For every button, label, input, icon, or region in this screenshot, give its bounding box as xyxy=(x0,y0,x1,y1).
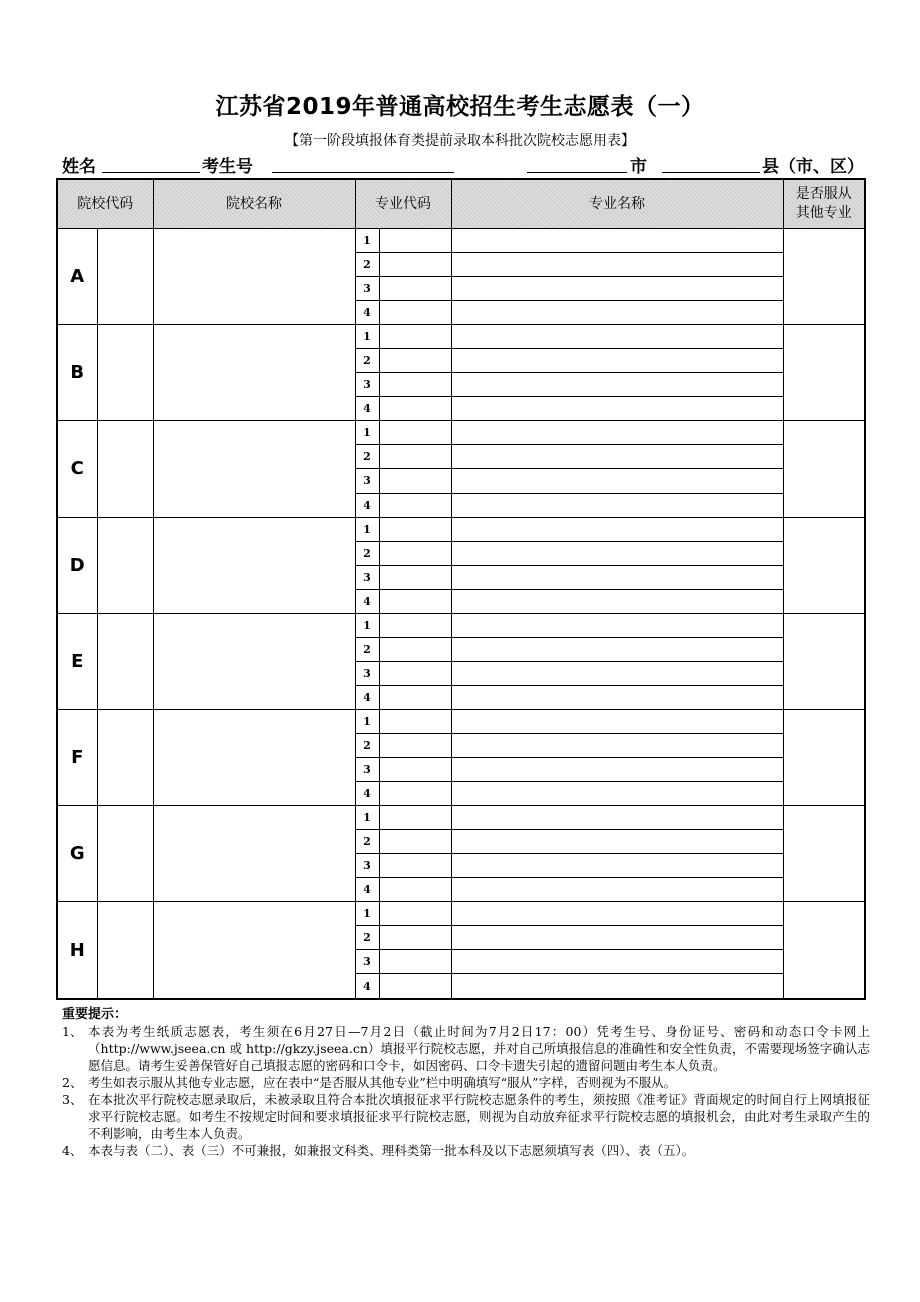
major-name-cell[interactable] xyxy=(451,493,783,517)
table-row xyxy=(57,517,865,541)
group-letter: F xyxy=(57,709,97,805)
note-item-2 xyxy=(62,1074,870,1091)
obey-other-majors-cell[interactable] xyxy=(783,613,865,709)
school-name-cell[interactable] xyxy=(153,902,355,999)
major-name-cell[interactable] xyxy=(451,902,783,926)
school-code-cell[interactable] xyxy=(97,613,153,709)
table-row xyxy=(57,613,865,637)
obey-other-majors-cell[interactable] xyxy=(783,517,865,613)
major-name-cell[interactable] xyxy=(451,950,783,974)
table-row xyxy=(57,421,865,445)
major-row-number: 3 xyxy=(355,469,379,493)
school-code-cell[interactable] xyxy=(97,709,153,805)
major-row-number: 1 xyxy=(355,325,379,349)
school-name-cell[interactable] xyxy=(153,421,355,517)
major-code-cell[interactable] xyxy=(379,541,451,565)
major-row-number: 1 xyxy=(355,709,379,733)
major-name-cell[interactable] xyxy=(451,421,783,445)
group-letter: A xyxy=(57,229,97,325)
major-row-number: 4 xyxy=(355,974,379,999)
major-name-cell[interactable] xyxy=(451,685,783,709)
major-code-cell[interactable] xyxy=(379,277,451,301)
major-row-number: 3 xyxy=(355,661,379,685)
table-header-row xyxy=(57,179,865,229)
major-name-cell[interactable] xyxy=(451,854,783,878)
application-table xyxy=(56,178,866,1000)
group-letter: C xyxy=(57,421,97,517)
major-row-number: 4 xyxy=(355,493,379,517)
major-name-cell[interactable] xyxy=(451,517,783,541)
header-obey-other-majors xyxy=(783,179,865,229)
group-letter: G xyxy=(57,806,97,902)
school-name-cell[interactable] xyxy=(153,613,355,709)
group-letter: E xyxy=(57,613,97,709)
major-row-number: 3 xyxy=(355,854,379,878)
major-name-cell[interactable] xyxy=(451,541,783,565)
table-body xyxy=(57,229,865,1000)
major-code-cell[interactable] xyxy=(379,974,451,999)
major-code-cell[interactable] xyxy=(379,637,451,661)
table-row xyxy=(57,325,865,349)
name-label: 姓名 xyxy=(62,157,96,177)
major-name-cell[interactable] xyxy=(451,325,783,349)
table-row xyxy=(57,902,865,926)
major-code-cell[interactable] xyxy=(379,878,451,902)
header-school-name: 院校名称 xyxy=(153,179,355,229)
major-name-cell[interactable] xyxy=(451,397,783,421)
major-name-cell[interactable] xyxy=(451,373,783,397)
major-code-cell[interactable] xyxy=(379,782,451,806)
header-school-code: 院校代码 xyxy=(57,179,153,229)
obey-other-majors-cell[interactable] xyxy=(783,806,865,902)
major-name-cell[interactable] xyxy=(451,637,783,661)
major-code-cell[interactable] xyxy=(379,349,451,373)
major-code-cell[interactable] xyxy=(379,758,451,782)
group-letter: D xyxy=(57,517,97,613)
major-name-cell[interactable] xyxy=(451,733,783,757)
obey-other-majors-cell[interactable] xyxy=(783,902,865,999)
major-code-cell[interactable] xyxy=(379,445,451,469)
major-code-cell[interactable] xyxy=(379,517,451,541)
major-row-number: 1 xyxy=(355,421,379,445)
obey-other-majors-cell[interactable] xyxy=(783,421,865,517)
major-name-cell[interactable] xyxy=(451,277,783,301)
major-row-number: 1 xyxy=(355,517,379,541)
major-row-number: 2 xyxy=(355,349,379,373)
name-field[interactable] xyxy=(102,172,200,173)
note-text: 本表为考生纸质志愿表，考生须在6月27日—7月2日（截止时间为7月2日17：00）凭考生号、身份证号、密码和动态口令卡网上（http://www.jseea.cn 或 http://gkzy.jseea.cn）填报平行院校志愿，并对自己所填报信息的准确性和安全性负责，不需要现场签字确认志愿信息。请考生妥善保管好自己填报志愿的密码和口令卡，如因密码、口令卡遗失引起的遗留问题由考生本人负责。 xyxy=(88,1024,870,1073)
major-row-number: 4 xyxy=(355,301,379,325)
major-code-cell[interactable] xyxy=(379,421,451,445)
note-item-1 xyxy=(62,1023,870,1074)
page-title: 江苏省2019年普通高校招生考生志愿表（一） xyxy=(215,94,705,120)
obey-other-majors-cell[interactable] xyxy=(783,709,865,805)
school-code-cell[interactable] xyxy=(97,229,153,325)
major-code-cell[interactable] xyxy=(379,589,451,613)
major-row-number: 2 xyxy=(355,830,379,854)
major-row-number: 3 xyxy=(355,758,379,782)
major-row-number: 1 xyxy=(355,613,379,637)
note-number: 1、 xyxy=(62,1024,83,1039)
city-field[interactable] xyxy=(527,172,627,173)
major-code-cell[interactable] xyxy=(379,229,451,253)
major-row-number: 3 xyxy=(355,277,379,301)
note-text: 考生如表示服从其他专业志愿，应在表中“是否服从其他专业”栏中明确填写“服从”字样，否则视为不服从。 xyxy=(88,1075,677,1090)
school-code-cell[interactable] xyxy=(97,421,153,517)
major-row-number: 2 xyxy=(355,733,379,757)
major-name-cell[interactable] xyxy=(451,878,783,902)
major-name-cell[interactable] xyxy=(451,709,783,733)
major-row-number: 3 xyxy=(355,373,379,397)
major-row-number: 3 xyxy=(355,565,379,589)
major-name-cell[interactable] xyxy=(451,301,783,325)
group-letter: H xyxy=(57,902,97,999)
major-row-number: 1 xyxy=(355,229,379,253)
header-obey-line1: 是否服从 xyxy=(795,186,852,202)
major-code-cell[interactable] xyxy=(379,325,451,349)
major-name-cell[interactable] xyxy=(451,445,783,469)
major-code-cell[interactable] xyxy=(379,301,451,325)
note-text: 本表与表（二）、表（三）不可兼报，如兼报文科类、理科类第一批本科及以下志愿须填写表（四）、表（五）。 xyxy=(88,1143,695,1158)
major-row-number: 1 xyxy=(355,806,379,830)
school-name-cell[interactable] xyxy=(153,229,355,325)
county-label: 县（市、区） xyxy=(762,157,864,177)
important-notes xyxy=(62,1006,870,1159)
city-label: 市 xyxy=(630,157,647,177)
major-code-cell[interactable] xyxy=(379,806,451,830)
school-code-cell[interactable] xyxy=(97,806,153,902)
candidate-info-line xyxy=(62,152,867,176)
note-number: 3、 xyxy=(62,1092,83,1107)
major-code-cell[interactable] xyxy=(379,253,451,277)
major-name-cell[interactable] xyxy=(451,830,783,854)
major-name-cell[interactable] xyxy=(451,253,783,277)
major-name-cell[interactable] xyxy=(451,782,783,806)
note-number: 4、 xyxy=(62,1143,83,1158)
major-name-cell[interactable] xyxy=(451,806,783,830)
note-number: 2、 xyxy=(62,1075,83,1090)
major-name-cell[interactable] xyxy=(451,469,783,493)
major-code-cell[interactable] xyxy=(379,854,451,878)
major-name-cell[interactable] xyxy=(451,758,783,782)
major-code-cell[interactable] xyxy=(379,613,451,637)
note-item-3 xyxy=(62,1091,870,1142)
major-row-number: 2 xyxy=(355,541,379,565)
table-row xyxy=(57,806,865,830)
major-row-number: 4 xyxy=(355,589,379,613)
table-row xyxy=(57,709,865,733)
obey-other-majors-cell[interactable] xyxy=(783,229,865,325)
school-code-cell[interactable] xyxy=(97,325,153,421)
school-name-cell[interactable] xyxy=(153,517,355,613)
major-row-number: 4 xyxy=(355,782,379,806)
major-name-cell[interactable] xyxy=(451,661,783,685)
major-row-number: 2 xyxy=(355,926,379,950)
school-name-cell[interactable] xyxy=(153,806,355,902)
note-item-4 xyxy=(62,1142,870,1159)
major-row-number: 2 xyxy=(355,253,379,277)
school-name-cell[interactable] xyxy=(153,325,355,421)
major-code-cell[interactable] xyxy=(379,661,451,685)
major-row-number: 4 xyxy=(355,685,379,709)
note-text: 在本批次平行院校志愿录取后，未被录取且符合本批次填报征求平行院校志愿条件的考生，须按照《准考证》背面规定的时间自行上网填报征求平行院校志愿。如考生不按规定时间和要求填报征求平行院校志愿，则视为自动放弃征求平行院校志愿的填报机会，由此对考生录取产生的不利影响，由考生本人负责。 xyxy=(88,1092,870,1141)
major-code-cell[interactable] xyxy=(379,565,451,589)
major-row-number: 2 xyxy=(355,637,379,661)
major-code-cell[interactable] xyxy=(379,902,451,926)
major-name-cell[interactable] xyxy=(451,565,783,589)
major-code-cell[interactable] xyxy=(379,469,451,493)
major-code-cell[interactable] xyxy=(379,685,451,709)
major-name-cell[interactable] xyxy=(451,613,783,637)
school-code-cell[interactable] xyxy=(97,517,153,613)
major-code-cell[interactable] xyxy=(379,926,451,950)
major-code-cell[interactable] xyxy=(379,709,451,733)
major-row-number: 1 xyxy=(355,902,379,926)
major-name-cell[interactable] xyxy=(451,229,783,253)
page-subtitle: 【第一阶段填报体育类提前录取本科批次院校志愿用表】 xyxy=(285,133,635,149)
group-letter: B xyxy=(57,325,97,421)
major-name-cell[interactable] xyxy=(451,974,783,999)
major-row-number: 4 xyxy=(355,878,379,902)
school-name-cell[interactable] xyxy=(153,709,355,805)
header-obey-line2: 其他专业 xyxy=(795,205,852,221)
major-row-number: 2 xyxy=(355,445,379,469)
major-name-cell[interactable] xyxy=(451,349,783,373)
major-code-cell[interactable] xyxy=(379,373,451,397)
major-code-cell[interactable] xyxy=(379,830,451,854)
major-name-cell[interactable] xyxy=(451,589,783,613)
header-major-code: 专业代码 xyxy=(355,179,451,229)
major-row-number: 3 xyxy=(355,950,379,974)
major-code-cell[interactable] xyxy=(379,493,451,517)
major-name-cell[interactable] xyxy=(451,926,783,950)
exam-number-field[interactable] xyxy=(272,172,454,173)
school-code-cell[interactable] xyxy=(97,902,153,999)
header-major-name: 专业名称 xyxy=(451,179,783,229)
obey-other-majors-cell[interactable] xyxy=(783,325,865,421)
notes-title: 重要提示： xyxy=(62,1007,128,1022)
table-row xyxy=(57,229,865,253)
major-row-number: 4 xyxy=(355,397,379,421)
major-code-cell[interactable] xyxy=(379,733,451,757)
major-code-cell[interactable] xyxy=(379,950,451,974)
exam-number-label: 考生号 xyxy=(202,157,253,177)
major-code-cell[interactable] xyxy=(379,397,451,421)
county-field[interactable] xyxy=(662,172,760,173)
